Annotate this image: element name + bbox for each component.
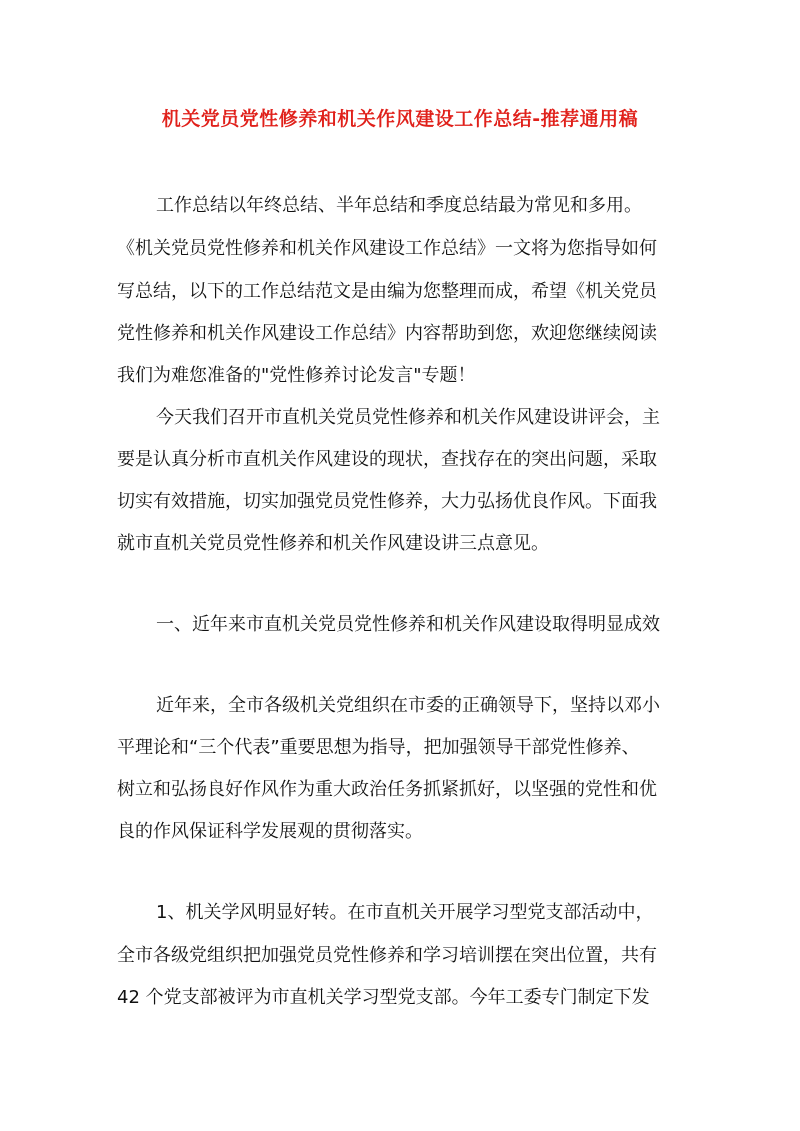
paragraph-line: 42 个党支部被评为市直机关学习型党支部。今年工委专门制定下发	[117, 987, 650, 1008]
paragraph-line: 切实有效措施，切实加强党员党性修养，大力弘扬优良作风。下面我	[117, 491, 657, 512]
paragraph-line: 党性修养和机关作风建设工作总结》内容帮助到您，欢迎您继续阅读	[117, 323, 657, 344]
section-heading: 一、近年来市直机关党员党性修养和机关作风建设取得明显成效	[156, 614, 660, 635]
paragraph-line: 就市直机关党员党性修养和机关作风建设讲三点意见。	[117, 533, 549, 554]
paragraph-line: 《机关党员党性修养和机关作风建设工作总结》一文将为您指导如何	[117, 238, 657, 259]
paragraph-line: 良的作风保证科学发展观的贯彻落实。	[117, 821, 423, 842]
paragraph-line: 1、机关学风明显好转。在市直机关开展学习型党支部活动中，	[156, 902, 654, 923]
paragraph-line: 近年来，全市各级机关党组织在市委的正确领导下，坚持以邓小	[156, 695, 660, 716]
document-title: 机关党员党性修养和机关作风建设工作总结-推荐通用稿	[161, 108, 639, 130]
paragraph-line: 我们为难您准备的"党性修养讨论发言"专题！	[117, 365, 476, 386]
paragraph-line: 今天我们召开市直机关党员党性修养和机关作风建设讲评会，主	[156, 407, 660, 428]
paragraph-line: 树立和弘扬良好作风作为重大政治任务抓紧抓好，以坚强的党性和优	[117, 779, 657, 800]
paragraph-line: 工作总结以年终总结、半年总结和季度总结最为常见和多用。	[156, 195, 642, 216]
paragraph-line: 要是认真分析市直机关作风建设的现状，查找存在的突出问题，采取	[117, 449, 657, 470]
paragraph-line: 写总结，以下的工作总结范文是由编为您整理而成，希望《机关党员	[117, 281, 657, 302]
paragraph-line: 全市各级党组织把加强党员党性修养和学习培训摆在突出位置，共有	[117, 945, 657, 966]
paragraph-line: 平理论和“三个代表”重要思想为指导，把加强领导干部党性修养、	[117, 737, 640, 758]
